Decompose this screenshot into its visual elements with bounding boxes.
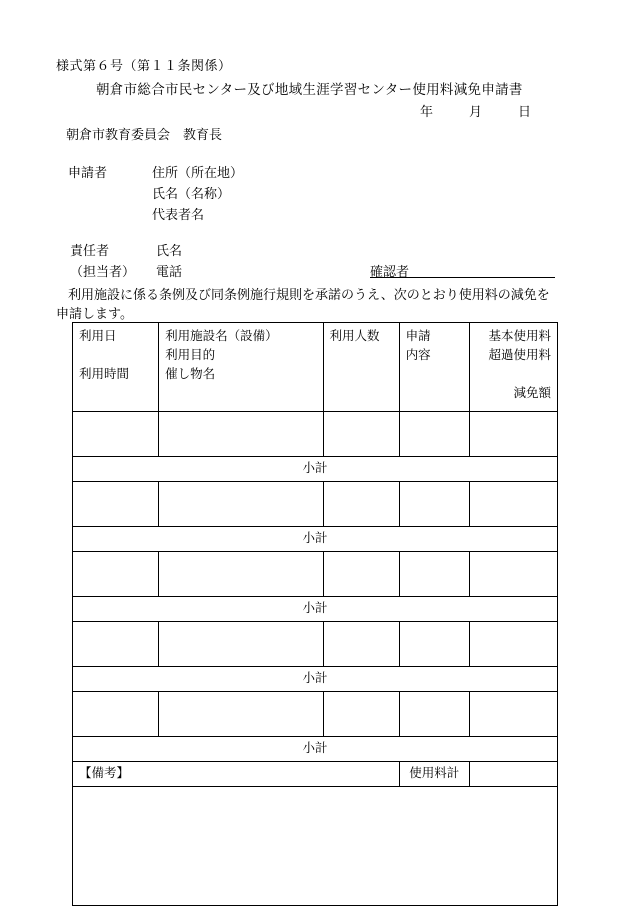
entry-facility-cell[interactable]: [159, 482, 323, 527]
form-number: 様式第６号（第１１条関係）: [56, 58, 232, 73]
responsible-phone-label: 電話: [156, 264, 183, 279]
header-event-name: 催し物名: [165, 367, 216, 381]
statement-text: [56, 285, 561, 323]
statement-line-2: 申請します。: [56, 306, 133, 321]
header-cell-facility: [159, 323, 323, 412]
table-header-row: [73, 323, 558, 412]
header-basic-fee: 基本使用料: [488, 329, 551, 343]
table-row[interactable]: [73, 482, 558, 527]
subtotal-label: 小計: [73, 667, 558, 692]
entry-facility-cell[interactable]: [159, 412, 323, 457]
header-cell-fees: [469, 323, 557, 412]
date-year-label: 年: [420, 104, 434, 119]
entry-people-cell[interactable]: [323, 412, 399, 457]
applicant-representative-label: 代表者名: [152, 207, 205, 222]
entry-date-cell[interactable]: [73, 412, 159, 457]
entry-people-cell[interactable]: [323, 692, 399, 737]
fee-total-value-cell[interactable]: [469, 762, 557, 787]
table-row[interactable]: [73, 412, 558, 457]
date-day-label: 日: [518, 104, 532, 119]
header-use-date: 利用日: [79, 329, 117, 343]
header-application-line2: 内容: [405, 348, 431, 362]
header-excess-fee: 超過使用料: [488, 348, 551, 362]
subtotal-row: [73, 597, 558, 622]
entry-application-cell[interactable]: [399, 552, 469, 597]
entry-facility-cell[interactable]: [159, 622, 323, 667]
responsible-name-label: 氏名: [156, 243, 183, 258]
confirmer-signature-line: [370, 277, 555, 278]
date-month-label: 月: [469, 104, 483, 119]
header-application-line1: 申請: [405, 329, 431, 343]
document-title: 朝倉市総合市民センター及び地域生涯学習センター使用料減免申請書: [96, 82, 523, 97]
applicant-label: 申請者: [68, 165, 108, 180]
subtotal-label: 小計: [73, 597, 558, 622]
responsible-contact-label: （担当者）: [70, 264, 136, 279]
applicant-address-label: 住所（所在地）: [152, 165, 244, 180]
entry-date-cell[interactable]: [73, 622, 159, 667]
entry-fee-cell[interactable]: [469, 692, 557, 737]
entry-application-cell[interactable]: [399, 622, 469, 667]
header-people-count: 利用人数: [329, 329, 380, 343]
addressee: 朝倉市教育委員会 教育長: [66, 127, 223, 142]
confirmer-label: 確認者: [370, 264, 410, 279]
statement-line-1: 利用施設に係る条例及び同条例施行規則を承諾のうえ、次のとおり使用料の減免を: [68, 287, 550, 302]
usage-table: [72, 322, 558, 906]
fee-total-label: 使用料計: [399, 762, 469, 787]
header-reduction-amount: 減免額: [513, 386, 551, 400]
entry-fee-cell[interactable]: [469, 552, 557, 597]
applicant-name-label: 氏名（名称）: [152, 186, 231, 201]
entry-date-cell[interactable]: [73, 552, 159, 597]
entry-facility-cell[interactable]: [159, 692, 323, 737]
table-row[interactable]: [73, 622, 558, 667]
subtotal-label: 小計: [73, 457, 558, 482]
remarks-label: 【備考】: [73, 762, 400, 787]
subtotal-row: [73, 737, 558, 762]
subtotal-row: [73, 527, 558, 552]
entry-fee-cell[interactable]: [469, 412, 557, 457]
remarks-header-row: [73, 762, 558, 787]
table-row[interactable]: [73, 692, 558, 737]
date-line: [420, 101, 531, 120]
subtotal-label: 小計: [73, 527, 558, 552]
entry-fee-cell[interactable]: [469, 482, 557, 527]
header-cell-date: [73, 323, 159, 412]
entry-facility-cell[interactable]: [159, 552, 323, 597]
header-use-time: 利用時間: [79, 367, 130, 381]
entry-people-cell[interactable]: [323, 552, 399, 597]
header-purpose: 利用目的: [165, 348, 216, 362]
entry-people-cell[interactable]: [323, 622, 399, 667]
entry-date-cell[interactable]: [73, 482, 159, 527]
table-row[interactable]: [73, 552, 558, 597]
remarks-input-area[interactable]: [73, 787, 558, 906]
entry-people-cell[interactable]: [323, 482, 399, 527]
entry-application-cell[interactable]: [399, 482, 469, 527]
subtotal-row: [73, 667, 558, 692]
header-cell-people: [323, 323, 399, 412]
subtotal-row: [73, 457, 558, 482]
header-cell-application: [399, 323, 469, 412]
entry-date-cell[interactable]: [73, 692, 159, 737]
subtotal-label: 小計: [73, 737, 558, 762]
responsible-person-label: 責任者: [70, 243, 110, 258]
entry-application-cell[interactable]: [399, 692, 469, 737]
header-facility-name: 利用施設名（設備）: [165, 329, 278, 343]
entry-application-cell[interactable]: [399, 412, 469, 457]
entry-fee-cell[interactable]: [469, 622, 557, 667]
remarks-box-row[interactable]: [73, 787, 558, 906]
